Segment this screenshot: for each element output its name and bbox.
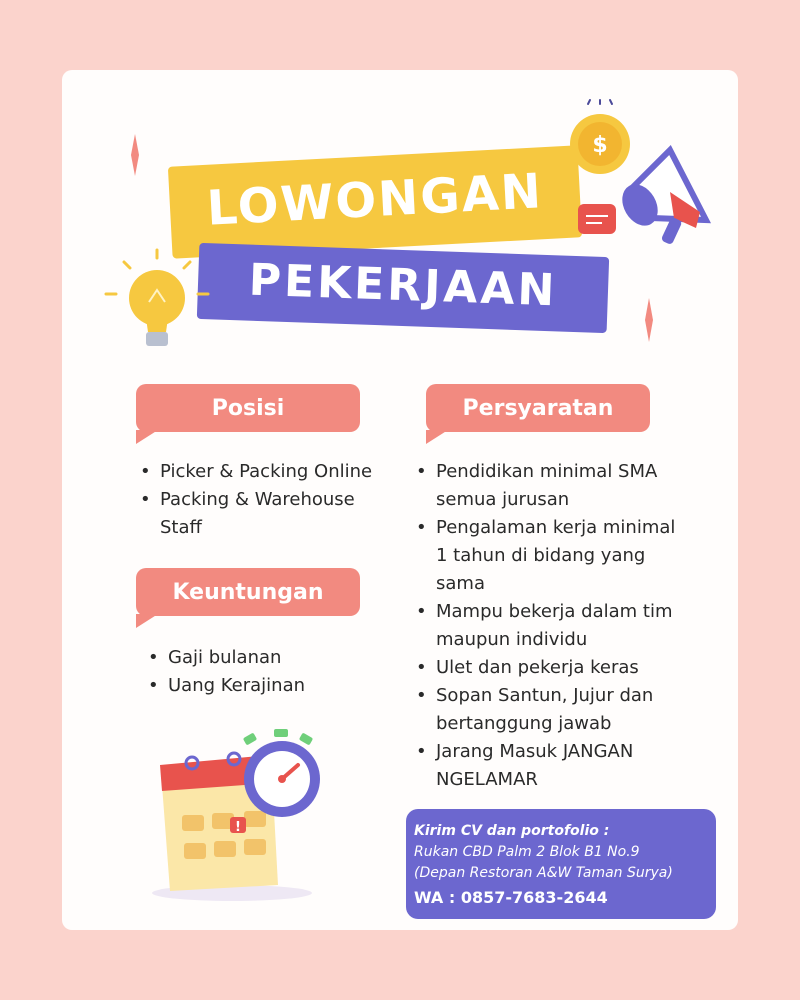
- list-item: • Packing & Warehouse Staff: [138, 486, 398, 542]
- contact-heading: Kirim CV dan portofolio :: [414, 823, 610, 839]
- list-item: • Uang Kerajinan: [146, 672, 386, 700]
- contact-box: [406, 809, 716, 919]
- persyaratan-heading: [426, 384, 650, 432]
- keuntungan-title: Keuntungan: [172, 579, 324, 605]
- posisi-title: Posisi: [211, 395, 285, 421]
- sparkle-icon: [122, 134, 148, 176]
- keuntungan-list: [146, 644, 386, 700]
- contact-address-line1: Rukan CBD Palm 2 Blok B1 No.9: [414, 844, 640, 860]
- persyaratan-title: Persyaratan: [462, 395, 614, 421]
- posisi-heading: [136, 384, 360, 432]
- contact-address-line2: (Depan Restoran A&W Taman Surya): [414, 865, 673, 881]
- list-item: • Sopan Santun, Jujur dan bertanggung jawab: [414, 682, 676, 738]
- list-item: • Picker & Packing Online: [138, 458, 398, 486]
- list-item: • Pengalaman kerja minimal 1 tahun di bidang yang sama: [414, 514, 676, 598]
- list-item: • Pendidikan minimal SMA semua jurusan: [414, 458, 676, 514]
- light-bulb-icon: [102, 250, 212, 355]
- contact-phone[interactable]: WA : 0857-7683-2644: [414, 888, 608, 907]
- list-item: • Mampu bekerja dalam tim maupun individu: [414, 598, 676, 654]
- list-item: • Ulet dan pekerja keras: [414, 654, 676, 682]
- posisi-list: [138, 458, 398, 542]
- keuntungan-heading: [136, 568, 360, 616]
- svg-text:$: $: [592, 133, 608, 158]
- headline-line1: LOWONGAN: [205, 163, 545, 237]
- headline-banner-purple: [197, 243, 609, 333]
- headline-banner-yellow: [168, 145, 582, 258]
- svg-text:!: !: [235, 820, 241, 835]
- calendar-clock-icon: [142, 725, 342, 905]
- megaphone-icon: [570, 100, 720, 250]
- poster-card: [62, 70, 738, 930]
- list-item: • Gaji bulanan: [146, 644, 386, 672]
- persyaratan-list: [414, 458, 676, 794]
- sparkle-icon: [636, 298, 662, 342]
- headline-line2: PEKERJAAN: [247, 254, 559, 317]
- list-item: • Jarang Masuk JANGAN NGELAMAR: [414, 738, 676, 794]
